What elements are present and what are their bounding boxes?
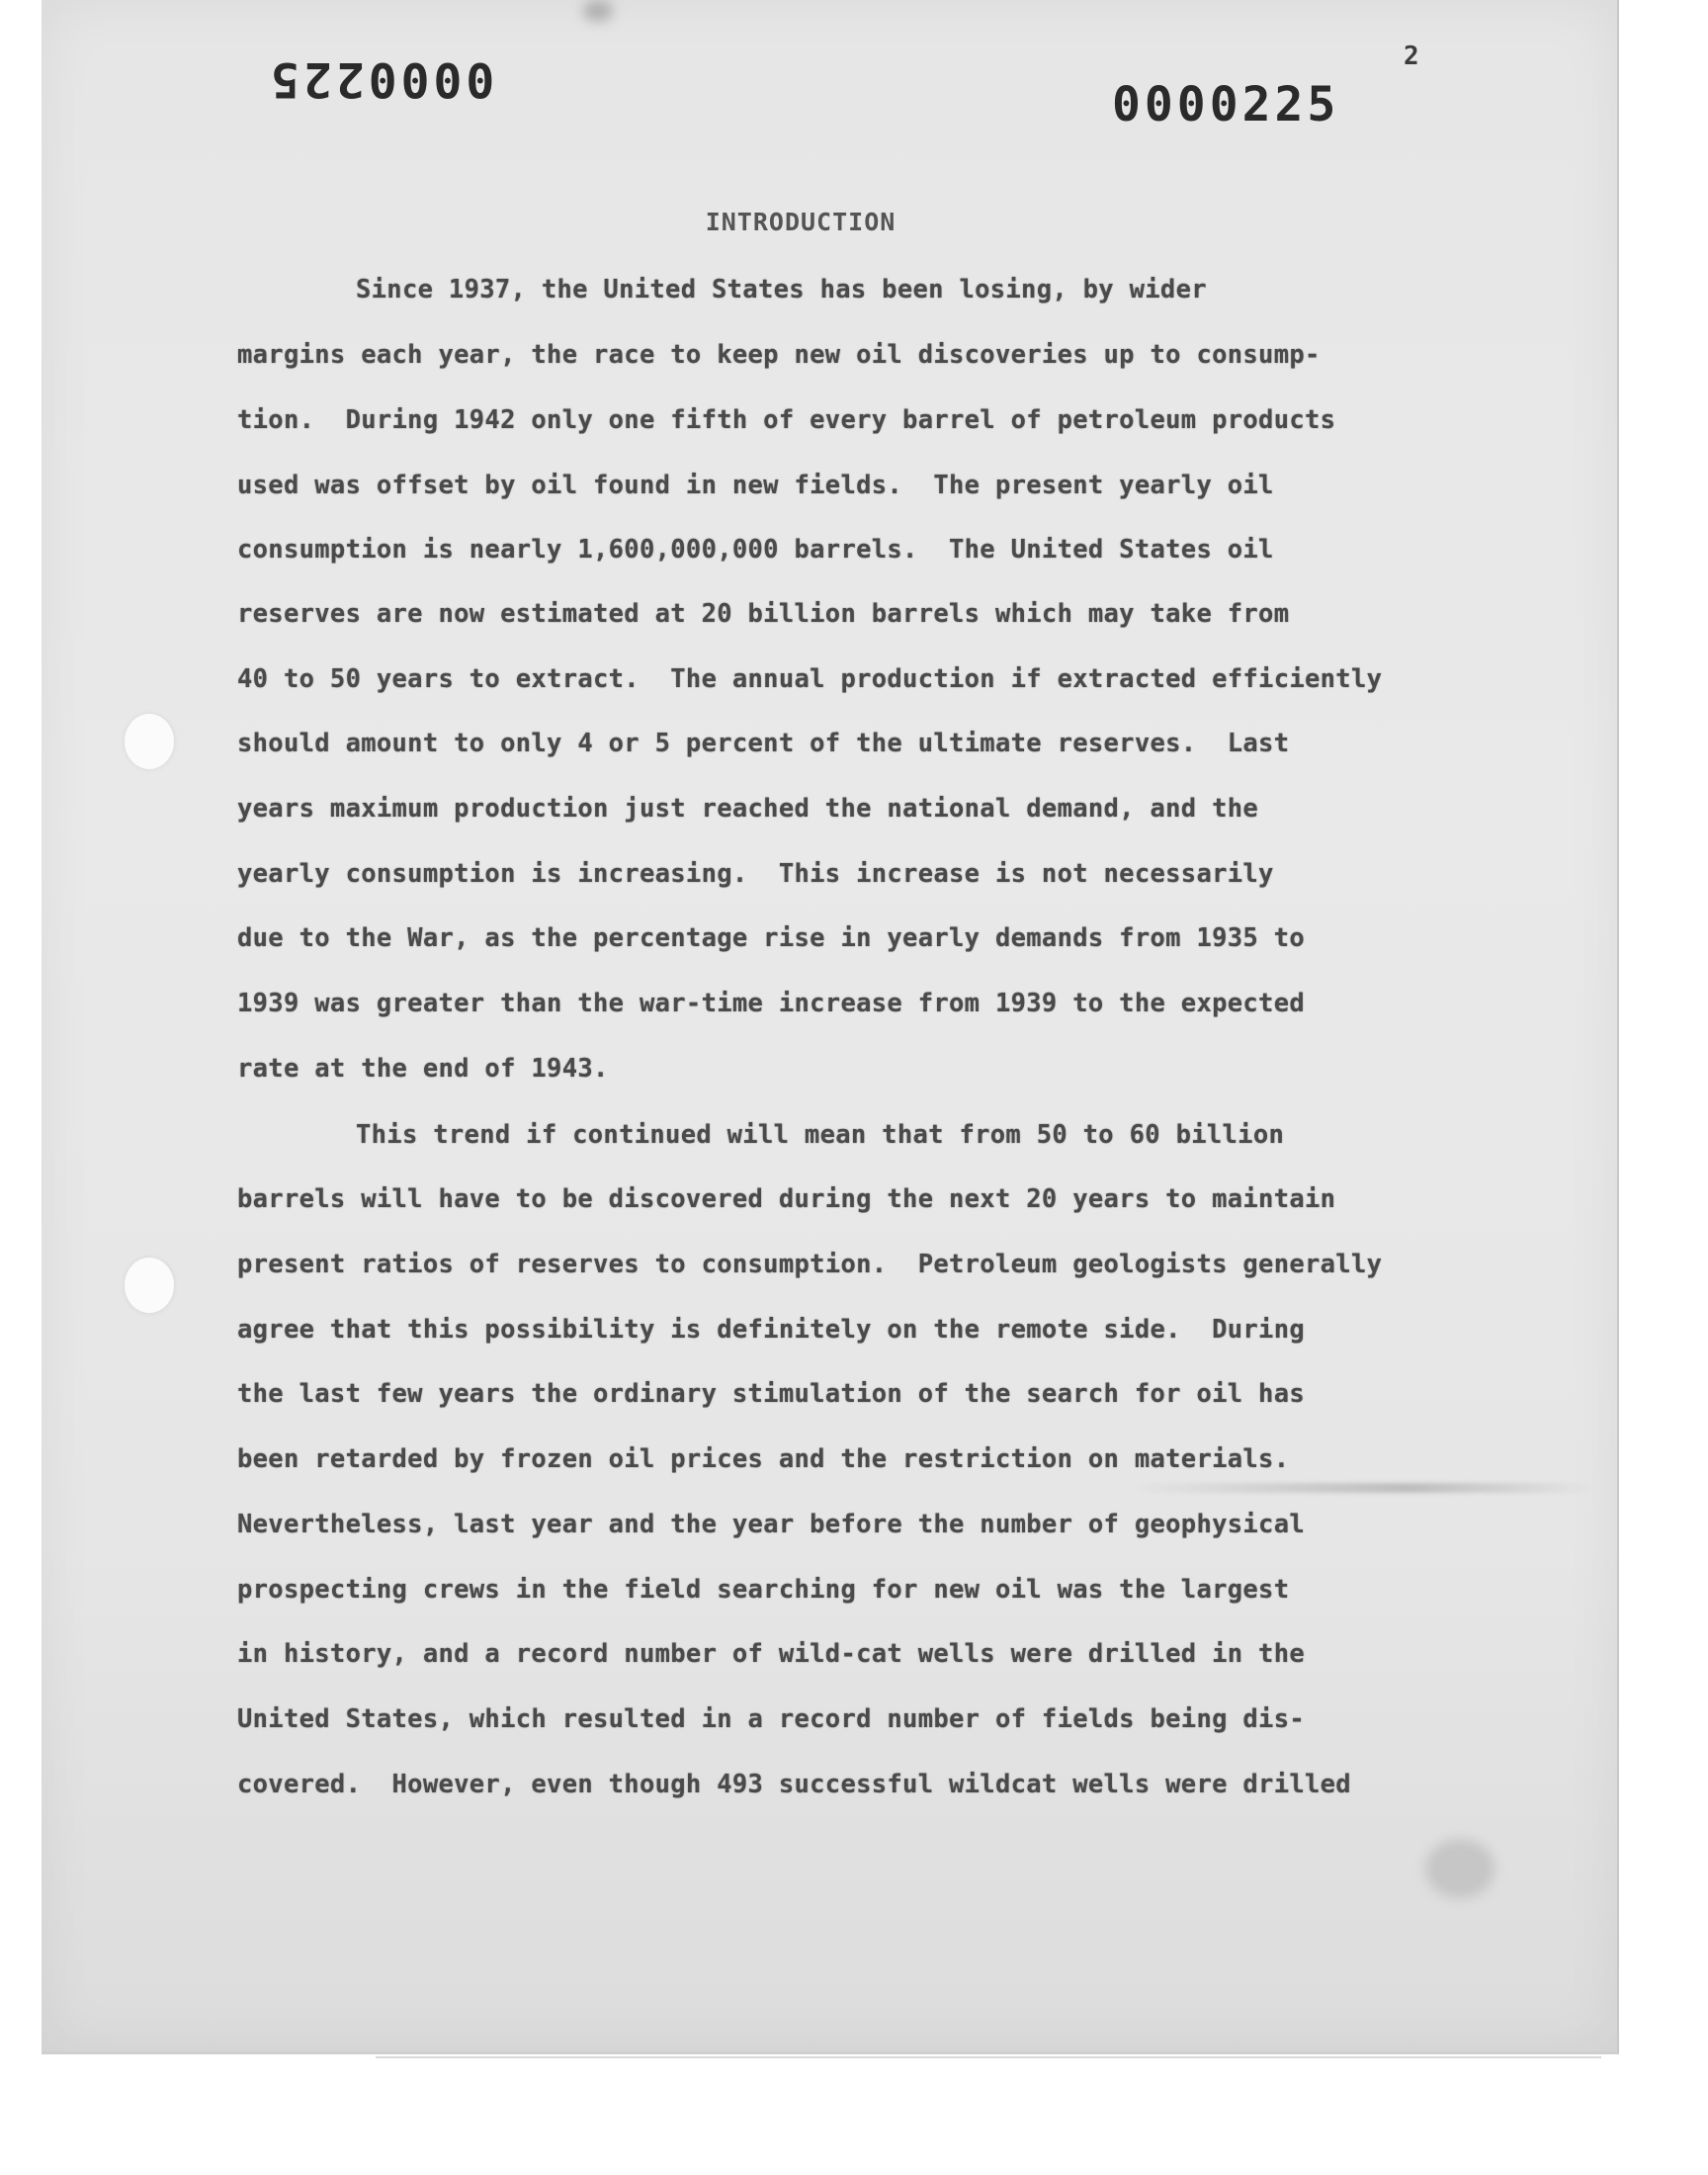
- text-line: agree that this possibility is definitely on the remote side. During: [237, 1315, 1306, 1345]
- text-line: prospecting crews in the field searching for new oil was the largest: [237, 1575, 1290, 1605]
- document-stamp: 0000225: [1112, 77, 1340, 132]
- text-line: This trend if continued will mean that from 50 to 60 billion: [356, 1120, 1285, 1150]
- paper-streak: [1129, 1483, 1593, 1493]
- text-line: in history, and a record number of wild-cat wells were drilled in the: [237, 1639, 1306, 1669]
- text-line: United States, which resulted in a record number of fields being dis-: [237, 1704, 1306, 1734]
- text-line: 40 to 50 years to extract. The annual production if extracted efficiently: [237, 664, 1383, 694]
- punch-hole: [125, 714, 174, 769]
- text-line: reserves are now estimated at 20 billion barrels which may take from: [237, 599, 1290, 629]
- text-line: rate at the end of 1943.: [237, 1054, 609, 1084]
- text-line: margins each year, the race to keep new oil discoveries up to consump-: [237, 340, 1321, 370]
- ink-smudge: [1425, 1839, 1494, 1898]
- text-line: Nevertheless, last year and the year before the number of geophysical: [237, 1510, 1306, 1539]
- punch-hole: [125, 1258, 174, 1313]
- text-line: been retarded by frozen oil prices and the restriction on materials.: [237, 1444, 1290, 1474]
- text-line: should amount to only 4 or 5 percent of the ultimate reserves. Last: [237, 729, 1290, 758]
- text-line: yearly consumption is increasing. This increase is not necessarily: [237, 859, 1274, 889]
- text-line: years maximum production just reached the national demand, and the: [237, 794, 1259, 824]
- text-line: covered. However, even though 493 successful wildcat wells were drilled: [237, 1770, 1351, 1799]
- document-stamp-inverted: 0000225: [267, 51, 495, 107]
- section-heading: INTRODUCTION: [705, 208, 897, 236]
- text-line: 1939 was greater than the war-time increase from 1939 to the expected: [237, 989, 1306, 1018]
- text-line: the last few years the ordinary stimulation of the search for oil has: [237, 1379, 1306, 1409]
- text-line: used was offset by oil found in new fields. The present yearly oil: [237, 471, 1274, 500]
- page-bottom-edge: [376, 2056, 1601, 2058]
- text-line: consumption is nearly 1,600,000,000 barrels. The United States oil: [237, 535, 1274, 565]
- text-line: barrels will have to be discovered during the next 20 years to maintain: [237, 1184, 1336, 1214]
- document-page: [42, 0, 1619, 2054]
- text-line: present ratios of reserves to consumption. Petroleum geologists generally: [237, 1250, 1383, 1279]
- page-number: 2: [1404, 42, 1419, 71]
- text-line: Since 1937, the United States has been losing, by wider: [356, 275, 1207, 304]
- text-line: due to the War, as the percentage rise in yearly demands from 1935 to: [237, 923, 1306, 953]
- ink-smudge: [583, 0, 613, 22]
- text-line: tion. During 1942 only one fifth of every barrel of petroleum products: [237, 405, 1336, 435]
